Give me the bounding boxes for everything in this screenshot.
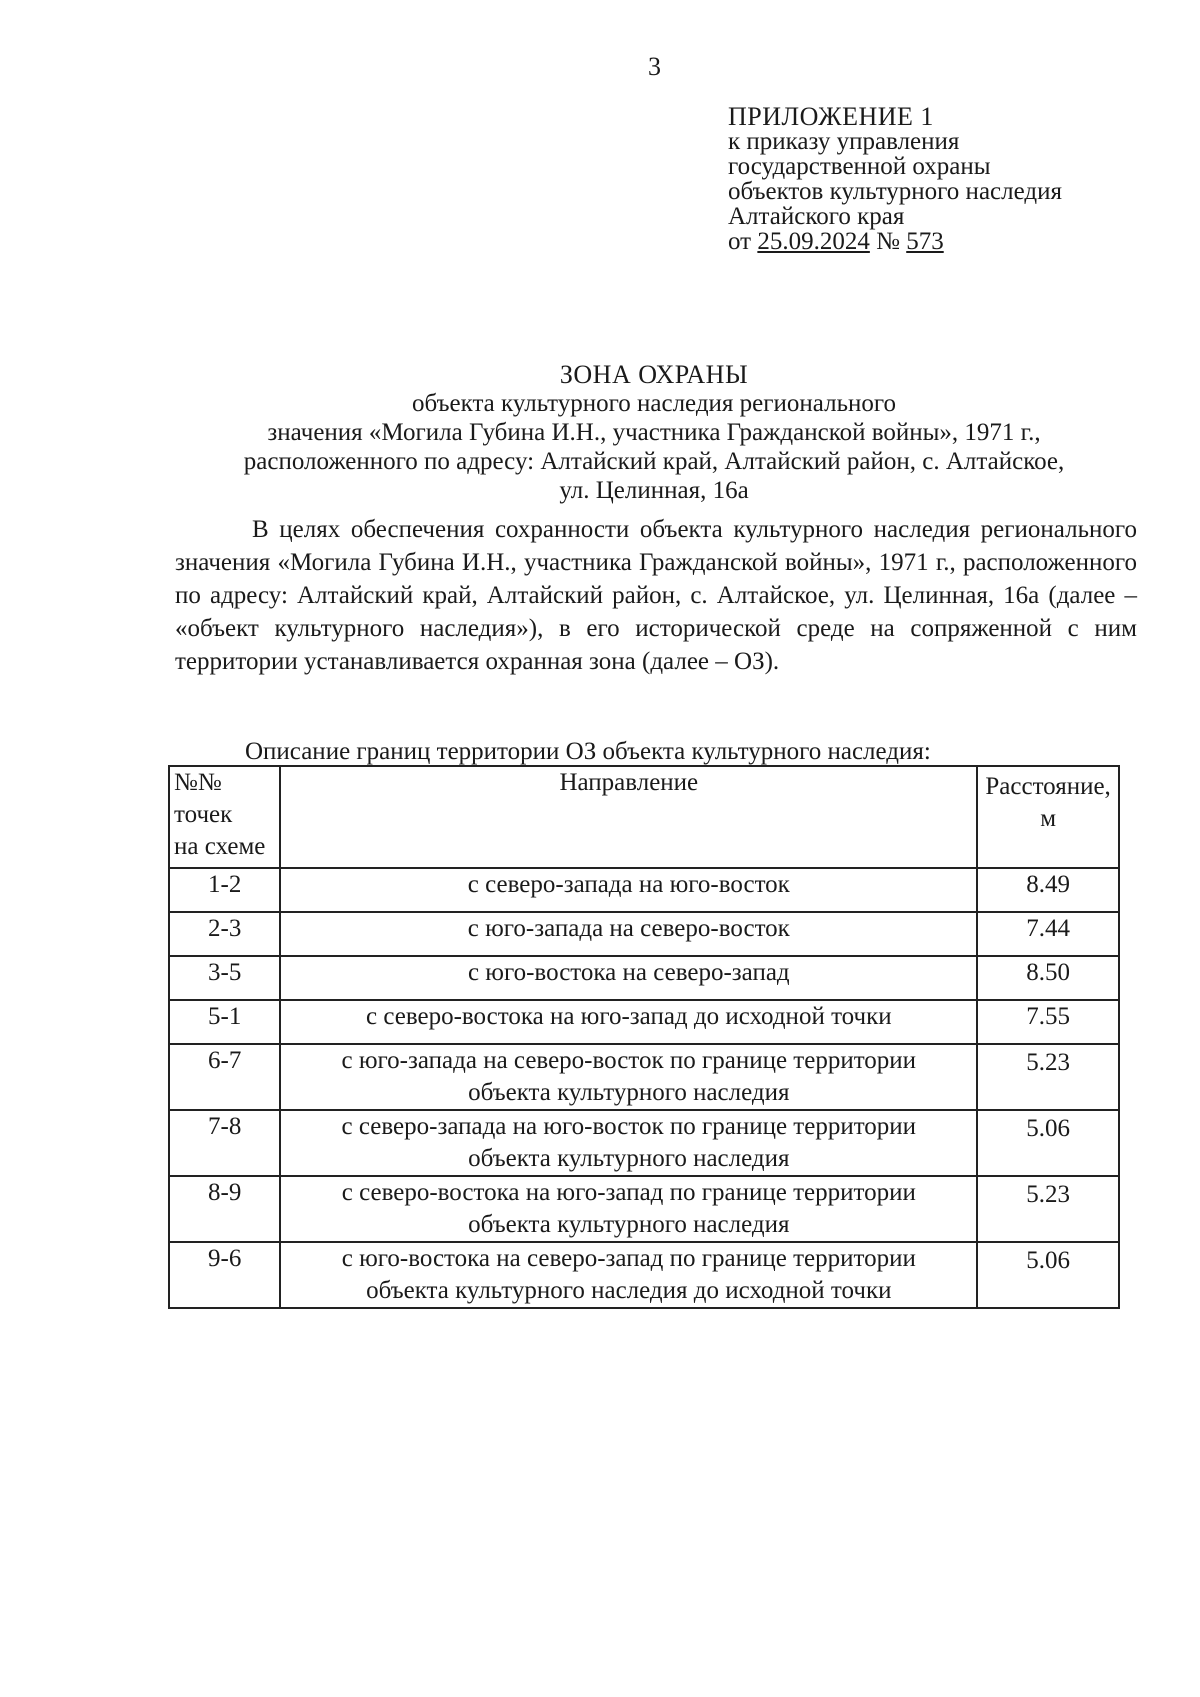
direction-cell — [280, 1000, 977, 1044]
header-text: Расстояние, — [985, 773, 1111, 800]
points-cell — [169, 912, 280, 956]
direction-cell-text: с юго-востока на северо-запад по границе территории — [341, 1245, 916, 1272]
distance-cell — [977, 956, 1119, 1000]
table-caption: Описание границ территории ОЗ объекта культурного наследия: — [245, 738, 931, 765]
direction-cell — [280, 1110, 977, 1176]
title-line: значения «Могила Губина И.Н., участника Гражданской войны», 1971 г., — [267, 419, 1041, 446]
title-line: объекта культурного наследия регионального — [412, 390, 896, 417]
table-row — [169, 956, 1119, 1000]
direction-cell-text: с юго-запада на северо-восток — [467, 915, 790, 942]
distance-cell — [977, 1176, 1119, 1242]
points-cell — [169, 956, 280, 1000]
points-cell-text: 9-6 — [208, 1245, 242, 1272]
header-text: №№ — [174, 769, 222, 796]
points-cell — [169, 1000, 280, 1044]
direction-cell-text: с северо-запада на юго-восток — [467, 871, 790, 898]
direction-cell — [280, 1044, 977, 1110]
distance-cell-text: 5.06 — [1026, 1247, 1070, 1274]
direction-cell-text: объекта культурного наследия — [468, 1079, 790, 1106]
points-cell — [169, 868, 280, 912]
distance-cell — [977, 868, 1119, 912]
direction-cell — [280, 1176, 977, 1242]
points-cell — [169, 1110, 280, 1176]
title-line: расположенного по адресу: Алтайский край, Алтайский район, с. Алтайское, — [243, 448, 1065, 475]
points-cell-text: 5-1 — [208, 1003, 242, 1030]
direction-cell-text: с северо-востока на юго-запад до исходной точки — [365, 1003, 892, 1030]
table-row — [169, 1000, 1119, 1044]
table-row — [169, 1176, 1119, 1242]
appendix-line: к приказу управления — [728, 128, 960, 155]
table-header-row — [169, 766, 1119, 868]
direction-cell-text: объекта культурного наследия — [468, 1145, 790, 1172]
appendix-block — [728, 104, 1062, 254]
number-prefix: № — [869, 228, 907, 255]
distance-cell-text: 7.44 — [1026, 915, 1070, 942]
table-row — [169, 1242, 1119, 1308]
direction-cell-text: с юго-запада на северо-восток по границе территории — [341, 1047, 917, 1074]
appendix-line: объектов культурного наследия — [728, 178, 1062, 205]
page-number: 3 — [648, 52, 661, 81]
direction-cell-text: объекта культурного наследия до исходной точки — [366, 1277, 892, 1304]
distance-cell-text: 7.55 — [1026, 1003, 1070, 1030]
header-text: м — [1040, 805, 1057, 832]
direction-cell-text: с юго-востока на северо-запад — [467, 959, 790, 986]
points-cell-text: 1-2 — [208, 871, 242, 898]
appendix-title: ПРИЛОЖЕНИЕ 1 — [728, 102, 934, 131]
order-date: 25.09.2024 — [757, 228, 870, 255]
table-row — [169, 1044, 1119, 1110]
direction-cell — [280, 1242, 977, 1308]
body-paragraph: В целях обеспечения сохранности объекта культурного наследия регионального значения «Могила Губина И.Н., участника Гражданской войны», 1971 г., расположенного по адресу: Алтайский край, Алтайский район, с. Алтайское, ул. Целинная, 16а (далее – «объект культурного наследия»), в его исторической среде на сопряженной с ним территории устанавливается охранная зона (далее – ОЗ). — [175, 516, 1137, 675]
distance-cell — [977, 1110, 1119, 1176]
distance-cell — [977, 1000, 1119, 1044]
points-cell-text: 8-9 — [208, 1179, 242, 1206]
order-date-line — [728, 229, 1062, 254]
distance-cell-text: 8.49 — [1026, 871, 1070, 898]
points-cell — [169, 1176, 280, 1242]
distance-cell — [977, 1242, 1119, 1308]
appendix-line: государственной охраны — [728, 153, 991, 180]
document-title — [170, 360, 1138, 505]
points-cell-text: 7-8 — [208, 1113, 242, 1140]
title-heading: ЗОНА ОХРАНЫ — [559, 360, 749, 389]
distance-cell-text: 5.23 — [1026, 1181, 1070, 1208]
table-row — [169, 1110, 1119, 1176]
points-cell — [169, 1242, 280, 1308]
header-direction: Направление — [280, 766, 977, 868]
points-cell-text: 3-5 — [208, 959, 242, 986]
header-points — [169, 766, 280, 868]
points-cell — [169, 1044, 280, 1110]
direction-cell — [280, 956, 977, 1000]
direction-cell-text: объекта культурного наследия — [468, 1211, 790, 1238]
direction-cell-text: с северо-запада на юго-восток по границе территории — [341, 1113, 917, 1140]
order-number: 573 — [906, 228, 944, 255]
table-row — [169, 868, 1119, 912]
boundaries-table — [168, 765, 1120, 1309]
points-cell-text: 2-3 — [208, 915, 242, 942]
distance-cell — [977, 912, 1119, 956]
distance-cell-text: 5.06 — [1026, 1115, 1070, 1142]
header-text: на схеме — [174, 833, 266, 860]
direction-cell-text: с северо-востока на юго-запад по границе территории — [341, 1179, 916, 1206]
distance-cell-text: 8.50 — [1026, 959, 1070, 986]
points-cell-text: 6-7 — [208, 1047, 242, 1074]
table-row — [169, 912, 1119, 956]
distance-cell-text: 5.23 — [1026, 1049, 1070, 1076]
header-distance — [977, 766, 1119, 868]
header-text: точек — [174, 801, 233, 828]
distance-cell — [977, 1044, 1119, 1110]
date-prefix: от — [728, 228, 758, 255]
appendix-line: Алтайского края — [728, 203, 905, 230]
direction-cell — [280, 912, 977, 956]
title-line: ул. Целинная, 16а — [559, 477, 749, 504]
direction-cell — [280, 868, 977, 912]
